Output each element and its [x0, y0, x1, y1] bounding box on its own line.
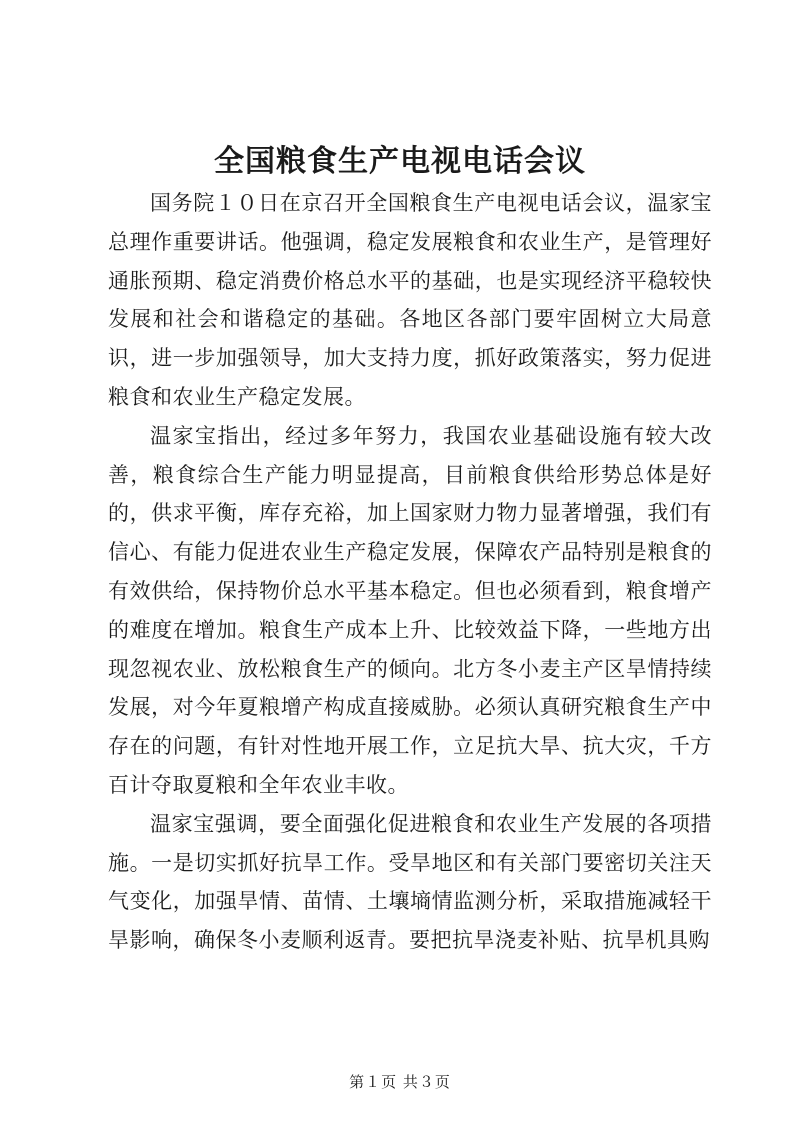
document-title: 全国粮食生产电视电话会议 [214, 144, 586, 179]
paragraph: 国务院１０日在京召开全国粮食生产电视电话会议，温家宝总理作重要讲话。他强调，稳定发展粮食和农业生产，是管理好通胀预期、稳定消费价格总水平的基础，也是实现经济平稳较快发展和社会和谐稳定的基础。各地区各部门要牢固树立大局意识，进一步加强领导，加大支持力度，抓好政策落实，努力促进粮食和农业生产稳定发展。 [108, 191, 712, 409]
page-number-footer: 第１页 共３页 [349, 1073, 451, 1091]
document-body [108, 184, 712, 960]
paragraph: 温家宝强调，要全面强化促进粮食和农业生产发展的各项措施。一是切实抓好抗旱工作。受旱地区和有关部门要密切关注天气变化，加强旱情、苗情、土壤墒情监测分析，采取措施减轻干旱影响，确保冬小麦顺利返青。要把抗旱浇麦补贴、抗旱机具购 [108, 811, 712, 953]
paragraph: 温家宝指出，经过多年努力，我国农业基础设施有较大改善，粮食综合生产能力明显提高，目前粮食供给形势总体是好的，供求平衡，库存充裕，加上国家财力物力显著增强，我们有信心、有能力促进农业生产稳定发展，保障农产品特别是粮食的有效供给，保持物价总水平基本稳定。但也必须看到，粮食增产的难度在增加。粮食生产成本上升、比较效益下降，一些地方出现忽视农业、放松粮食生产的倾向。北方冬小麦主产区旱情持续发展，对今年夏粮增产构成直接威胁。必须认真研究粮食生产中存在的问题，有针对性地开展工作，立足抗大旱、抗大灾，千方百计夺取夏粮和全年农业丰收。 [108, 423, 712, 797]
